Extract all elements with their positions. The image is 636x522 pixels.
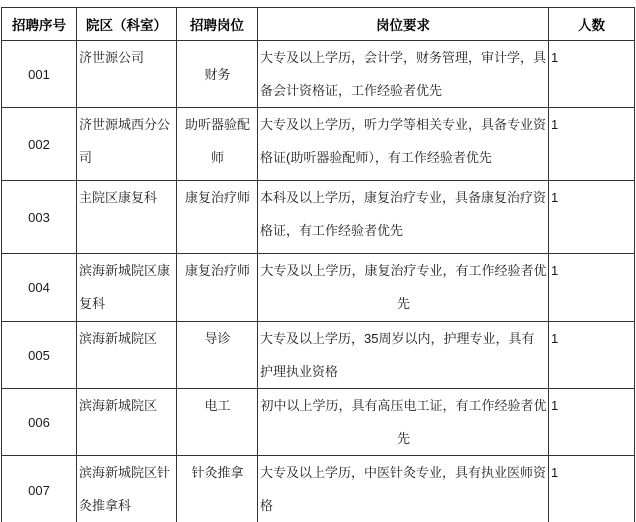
cell-position: 针灸推拿 bbox=[177, 456, 258, 522]
header-position: 招聘岗位 bbox=[177, 8, 258, 41]
cell-seq: 006 bbox=[2, 389, 77, 456]
cell-dept: 济世源城西分公司 bbox=[77, 108, 177, 181]
cell-count: 1 bbox=[549, 389, 635, 456]
header-requirement: 岗位要求 bbox=[258, 8, 549, 41]
table-row bbox=[2, 254, 635, 322]
cell-seq: 005 bbox=[2, 322, 77, 389]
cell-requirement: 大专及以上学历，听力学等相关专业，具备专业资格证(助听器验配师），有工作经验者优先 bbox=[258, 108, 549, 181]
cell-position: 电工 bbox=[177, 389, 258, 456]
header-seq: 招聘序号 bbox=[2, 8, 77, 41]
cell-count: 1 bbox=[549, 456, 635, 522]
table-row bbox=[2, 389, 635, 456]
cell-count: 1 bbox=[549, 181, 635, 254]
cell-requirement: 大专及以上学历，会计学，财务管理，审计学，具备会计资格证，工作经验者优先 bbox=[258, 41, 549, 108]
header-dept: 院区（科室） bbox=[77, 8, 177, 41]
table-row bbox=[2, 41, 635, 108]
cell-position: 康复治疗师 bbox=[177, 181, 258, 254]
cell-requirement: 大专及以上学历，康复治疗专业，有工作经验者优先 bbox=[258, 254, 549, 322]
table-row bbox=[2, 322, 635, 389]
cell-position: 导诊 bbox=[177, 322, 258, 389]
cell-position: 康复治疗师 bbox=[177, 254, 258, 322]
cell-dept: 滨海新城院区康复科 bbox=[77, 254, 177, 322]
cell-dept: 滨海新城院区 bbox=[77, 389, 177, 456]
cell-seq: 007 bbox=[2, 456, 77, 522]
cell-seq: 003 bbox=[2, 181, 77, 254]
header-count: 人数 bbox=[549, 8, 635, 41]
cell-dept: 滨海新城院区针灸推拿科 bbox=[77, 456, 177, 522]
cell-count: 1 bbox=[549, 322, 635, 389]
cell-position: 助听器验配师 bbox=[177, 108, 258, 181]
table-row bbox=[2, 456, 635, 522]
cell-dept: 主院区康复科 bbox=[77, 181, 177, 254]
table-header-row bbox=[2, 8, 635, 41]
cell-seq: 002 bbox=[2, 108, 77, 181]
cell-dept: 济世源公司 bbox=[77, 41, 177, 108]
cell-requirement: 本科及以上学历，康复治疗专业，具备康复治疗资格证，有工作经验者优先 bbox=[258, 181, 549, 254]
cell-count: 1 bbox=[549, 41, 635, 108]
cell-position: 财务 bbox=[177, 41, 258, 108]
recruitment-table bbox=[1, 7, 635, 522]
cell-requirement: 大专及以上学历，35周岁以内，护理专业，具有护理执业资格 bbox=[258, 322, 549, 389]
cell-count: 1 bbox=[549, 254, 635, 322]
cell-requirement: 大专及以上学历，中医针灸专业，具有执业医师资格 bbox=[258, 456, 549, 522]
cell-dept: 滨海新城院区 bbox=[77, 322, 177, 389]
table-row bbox=[2, 181, 635, 254]
cell-seq: 001 bbox=[2, 41, 77, 108]
cell-count: 1 bbox=[549, 108, 635, 181]
cell-requirement: 初中以上学历，具有高压电工证，有工作经验者优先 bbox=[258, 389, 549, 456]
cell-seq: 004 bbox=[2, 254, 77, 322]
table-row bbox=[2, 108, 635, 181]
